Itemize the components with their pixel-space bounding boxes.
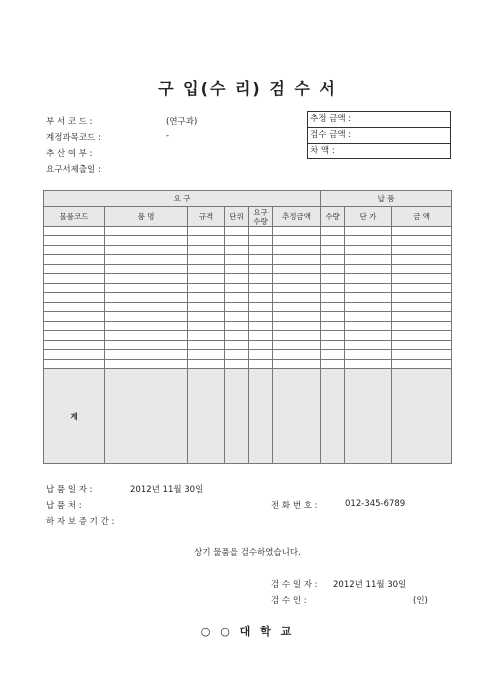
table-cell <box>188 312 225 321</box>
table-cell <box>345 331 392 340</box>
table-cell <box>188 255 225 264</box>
extraction-row <box>46 147 126 159</box>
table-cell <box>273 255 321 264</box>
table-cell <box>225 340 249 349</box>
table-cell <box>105 312 188 321</box>
table-row <box>44 227 452 236</box>
col-qty: 수량 <box>321 207 345 227</box>
seal-mark: (인) <box>413 596 428 606</box>
inspect-date-value: 2012년 11월 30일 <box>333 580 407 590</box>
table-cell <box>105 264 188 273</box>
table-cell <box>321 293 345 302</box>
table-cell <box>345 227 392 236</box>
table-cell <box>273 302 321 311</box>
table-cell <box>188 264 225 273</box>
table-row <box>44 245 452 254</box>
table-cell <box>392 264 452 273</box>
table-row <box>44 321 452 330</box>
table-cell <box>321 227 345 236</box>
col-unit: 단위 <box>225 207 249 227</box>
table-row <box>44 340 452 349</box>
table-cell <box>44 274 105 283</box>
delivery-date-label: 납 품 일 자 : <box>46 485 93 495</box>
table-cell <box>249 340 273 349</box>
phone-value: 012-345-6789 <box>345 499 406 509</box>
table-cell <box>345 340 392 349</box>
table-cell <box>273 331 321 340</box>
table-cell <box>105 245 188 254</box>
table-cell <box>249 264 273 273</box>
table-cell <box>44 264 105 273</box>
table-cell <box>249 245 273 254</box>
dept-code-value: (연구과) <box>166 117 198 127</box>
table-cell <box>249 227 273 236</box>
school-name: ○ ○ 대 학 교 <box>200 625 295 638</box>
table-cell <box>321 340 345 349</box>
phone-label: 전 화 번 호 : <box>271 501 318 511</box>
total-cell <box>225 369 249 464</box>
table-row <box>44 283 452 292</box>
table-cell <box>392 293 452 302</box>
col-request-qty: 요구 수량 <box>249 207 273 227</box>
table-cell <box>392 227 452 236</box>
table-cell <box>105 236 188 245</box>
total-cell <box>392 369 452 464</box>
table-cell <box>345 321 392 330</box>
table-cell <box>225 302 249 311</box>
table-cell <box>44 283 105 292</box>
table-cell <box>249 359 273 368</box>
dept-code-label: 부 서 코 드 : <box>46 117 93 127</box>
table-cell <box>321 264 345 273</box>
table-cell <box>345 283 392 292</box>
table-cell <box>273 293 321 302</box>
table-cell <box>392 255 452 264</box>
table-cell <box>345 302 392 311</box>
group-delivery-header: 납 품 <box>321 191 452 207</box>
inspector-label: 검 수 인 : <box>271 596 307 606</box>
table-cell <box>321 283 345 292</box>
table-cell <box>249 312 273 321</box>
table-row <box>44 274 452 283</box>
table-cell <box>392 302 452 311</box>
table-cell <box>345 312 392 321</box>
table-cell <box>44 245 105 254</box>
group-request-header: 요 구 <box>44 191 321 207</box>
col-amount: 금 액 <box>392 207 452 227</box>
table-cell <box>392 350 452 359</box>
table-row <box>44 264 452 273</box>
table-cell <box>249 302 273 311</box>
table-cell <box>188 274 225 283</box>
table-cell <box>321 302 345 311</box>
account-code-value: - <box>166 131 170 141</box>
total-cell <box>273 369 321 464</box>
warranty-label: 하 자 보 증 기 간 : <box>46 517 115 527</box>
table-cell <box>273 245 321 254</box>
col-unit-price: 단 가 <box>345 207 392 227</box>
table-cell <box>273 350 321 359</box>
estimated-amount: 추정 금액 : <box>308 112 450 128</box>
table-cell <box>188 293 225 302</box>
table-cell <box>273 283 321 292</box>
table-cell <box>345 255 392 264</box>
table-cell <box>44 293 105 302</box>
table-cell <box>44 227 105 236</box>
table-cell <box>44 331 105 340</box>
table-cell <box>44 255 105 264</box>
table-cell <box>225 359 249 368</box>
total-cell <box>249 369 273 464</box>
table-cell <box>392 331 452 340</box>
table-cell <box>345 236 392 245</box>
document-title: 구 입(수 리) 검 수 서 <box>158 79 337 98</box>
items-table <box>43 190 452 464</box>
table-column-header <box>44 207 452 227</box>
table-cell <box>225 283 249 292</box>
table-row <box>44 236 452 245</box>
table-cell <box>273 274 321 283</box>
table-cell <box>345 359 392 368</box>
table-cell <box>392 321 452 330</box>
table-cell <box>321 312 345 321</box>
table-group-header <box>44 191 452 207</box>
table-cell <box>345 293 392 302</box>
table-cell <box>273 227 321 236</box>
table-cell <box>225 227 249 236</box>
table-cell <box>249 321 273 330</box>
table-cell <box>225 331 249 340</box>
table-cell <box>44 312 105 321</box>
table-cell <box>321 245 345 254</box>
request-date-row <box>46 163 126 175</box>
table-cell <box>225 245 249 254</box>
table-cell <box>392 359 452 368</box>
total-cell <box>345 369 392 464</box>
table-cell <box>392 340 452 349</box>
table-cell <box>188 340 225 349</box>
table-cell <box>105 350 188 359</box>
table-row <box>44 312 452 321</box>
table-cell <box>225 321 249 330</box>
table-cell <box>392 245 452 254</box>
table-cell <box>249 236 273 245</box>
table-cell <box>188 227 225 236</box>
table-cell <box>105 359 188 368</box>
account-code-row <box>46 131 170 143</box>
table-cell <box>105 293 188 302</box>
table-cell <box>321 350 345 359</box>
table-row <box>44 331 452 340</box>
table-cell <box>321 331 345 340</box>
table-cell <box>44 236 105 245</box>
table-cell <box>249 350 273 359</box>
table-cell <box>44 359 105 368</box>
table-cell <box>249 293 273 302</box>
total-label: 계 <box>44 369 105 464</box>
table-cell <box>188 350 225 359</box>
table-cell <box>392 274 452 283</box>
table-cell <box>392 236 452 245</box>
amount-summary-box <box>307 111 451 159</box>
table-row <box>44 293 452 302</box>
table-cell <box>345 264 392 273</box>
table-cell <box>44 350 105 359</box>
table-cell <box>188 283 225 292</box>
table-cell <box>188 245 225 254</box>
table-row <box>44 302 452 311</box>
col-estimated-amount: 추정금액 <box>273 207 321 227</box>
table-cell <box>273 340 321 349</box>
table-cell <box>321 321 345 330</box>
table-cell <box>321 236 345 245</box>
table-cell <box>105 283 188 292</box>
table-cell <box>321 255 345 264</box>
request-date-label: 요구서제출일 : <box>46 165 101 175</box>
table-cell <box>44 340 105 349</box>
table-cell <box>392 312 452 321</box>
table-row <box>44 359 452 368</box>
table-cell <box>345 350 392 359</box>
table-cell <box>249 331 273 340</box>
inspection-statement: 상기 물품을 검수하였습니다. <box>194 548 301 558</box>
table-cell <box>345 274 392 283</box>
table-row <box>44 255 452 264</box>
table-cell <box>225 236 249 245</box>
total-cell <box>105 369 188 464</box>
total-cell <box>188 369 225 464</box>
table-cell <box>105 340 188 349</box>
table-cell <box>188 331 225 340</box>
delivery-place-label: 납 품 처 : <box>46 501 82 511</box>
table-cell <box>44 302 105 311</box>
table-cell <box>249 283 273 292</box>
table-cell <box>321 359 345 368</box>
table-cell <box>273 321 321 330</box>
table-cell <box>105 331 188 340</box>
table-cell <box>273 359 321 368</box>
extraction-label: 추 산 여 부 : <box>46 149 93 159</box>
dept-code-row <box>46 115 198 127</box>
inspect-date-label: 검 수 일 자 : <box>271 580 318 590</box>
table-cell <box>225 274 249 283</box>
table-cell <box>105 274 188 283</box>
col-spec: 규격 <box>188 207 225 227</box>
table-cell <box>225 350 249 359</box>
table-cell <box>105 321 188 330</box>
table-cell <box>225 264 249 273</box>
table-cell <box>225 312 249 321</box>
table-cell <box>225 293 249 302</box>
total-cell <box>321 369 345 464</box>
table-cell <box>273 312 321 321</box>
table-cell <box>105 227 188 236</box>
table-cell <box>321 274 345 283</box>
inspected-amount: 검수 금액 : <box>308 128 450 144</box>
table-cell <box>105 255 188 264</box>
col-item-code: 물품코드 <box>44 207 105 227</box>
table-cell <box>105 302 188 311</box>
table-cell <box>392 283 452 292</box>
table-cell <box>273 264 321 273</box>
table-cell <box>188 359 225 368</box>
table-cell <box>273 236 321 245</box>
table-body <box>44 227 452 464</box>
table-cell <box>249 255 273 264</box>
col-item-name: 품 명 <box>105 207 188 227</box>
table-cell <box>345 245 392 254</box>
table-row <box>44 350 452 359</box>
table-cell <box>188 302 225 311</box>
table-cell <box>225 255 249 264</box>
total-row <box>44 369 452 464</box>
account-code-label: 계정과목코드 : <box>46 133 101 143</box>
difference-amount: 차 액 : <box>310 146 335 156</box>
table-cell <box>188 321 225 330</box>
table-cell <box>44 321 105 330</box>
table-cell <box>188 236 225 245</box>
table-cell <box>249 274 273 283</box>
delivery-date-value: 2012년 11월 30일 <box>130 485 204 495</box>
